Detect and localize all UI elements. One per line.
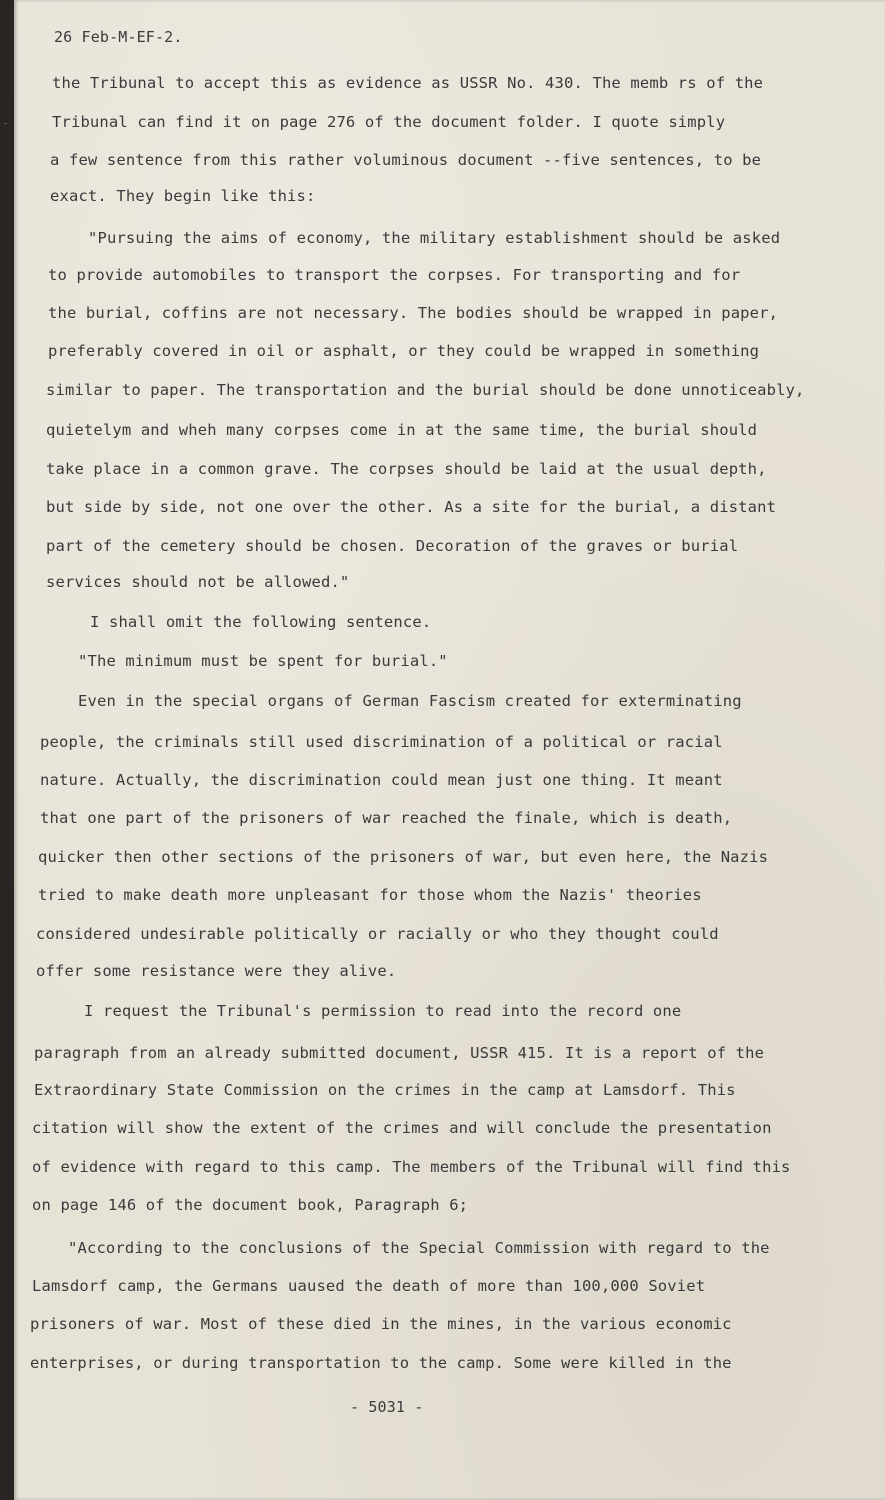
text-line: on page 146 of the document book, Paragraph 6; [32, 1196, 469, 1214]
text-line: "The minimum must be spent for burial." [78, 652, 448, 670]
page-number: - 5031 - [350, 1398, 424, 1416]
text-line: offer some resistance were they alive. [36, 962, 397, 980]
text-line: the Tribunal to accept this as evidence as USSR No. 430. The memb rs of the [52, 74, 764, 92]
text-line: "Pursuing the aims of economy, the military establishment should be asked [88, 229, 781, 247]
text-line: quietelym and wheh many corpses come in at the same time, the burial should [46, 421, 758, 439]
text-line: Even in the special organs of German Fascism created for exterminating [78, 692, 742, 710]
text-line: services should not be allowed." [46, 573, 350, 591]
text-line: Extraordinary State Commission on the crimes in the camp at Lamsdorf. This [34, 1081, 736, 1099]
text-line: to provide automobiles to transport the corpses. For transporting and for [48, 266, 741, 284]
text-line: enterprises, or during transportation to the camp. Some were killed in the [30, 1354, 732, 1372]
text-line: that one part of the prisoners of war reached the finale, which is death, [40, 809, 733, 827]
text-line: paragraph from an already submitted document, USSR 415. It is a report of the [34, 1044, 765, 1062]
text-line: part of the cemetery should be chosen. Decoration of the graves or burial [46, 537, 739, 555]
text-line: quicker then other sections of the prisoners of war, but even here, the Nazis [38, 848, 769, 866]
text-line: citation will show the extent of the crimes and will conclude the presentation [32, 1119, 772, 1137]
document-page [14, 0, 885, 1500]
text-line: nature. Actually, the discrimination could mean just one thing. It meant [40, 771, 723, 789]
text-line: preferably covered in oil or asphalt, or they could be wrapped in something [48, 342, 760, 360]
text-line: but side by side, not one over the other. As a site for the burial, a distant [46, 498, 777, 516]
text-line: take place in a common grave. The corpses should be laid at the usual depth, [46, 460, 767, 478]
margin-mark: - [2, 116, 10, 130]
text-line: considered undesirable politically or racially or who they thought could [36, 925, 719, 943]
text-line: I request the Tribunal's permission to read into the record one [84, 1002, 682, 1020]
text-line: of evidence with regard to this camp. The members of the Tribunal will find this [32, 1158, 791, 1176]
text-line: Lamsdorf camp, the Germans uaused the death of more than 100,000 Soviet [32, 1277, 706, 1295]
text-line: I shall omit the following sentence. [90, 613, 432, 631]
document-reference: 26 Feb-M-EF-2. [54, 28, 183, 46]
text-line: a few sentence from this rather voluminous document --five sentences, to be [50, 151, 762, 169]
text-line: "According to the conclusions of the Special Commission with regard to the [68, 1239, 770, 1257]
text-line: the burial, coffins are not necessary. The bodies should be wrapped in paper, [48, 304, 779, 322]
text-line: similar to paper. The transportation and the burial should be done unnoticeably, [46, 381, 805, 399]
text-line: exact. They begin like this: [50, 187, 316, 205]
text-line: Tribunal can find it on page 276 of the document folder. I quote simply [52, 113, 726, 131]
text-line: people, the criminals still used discrimination of a political or racial [40, 733, 723, 751]
text-line: tried to make death more unpleasant for those whom the Nazis' theories [38, 886, 702, 904]
text-line: prisoners of war. Most of these died in the mines, in the various economic [30, 1315, 732, 1333]
